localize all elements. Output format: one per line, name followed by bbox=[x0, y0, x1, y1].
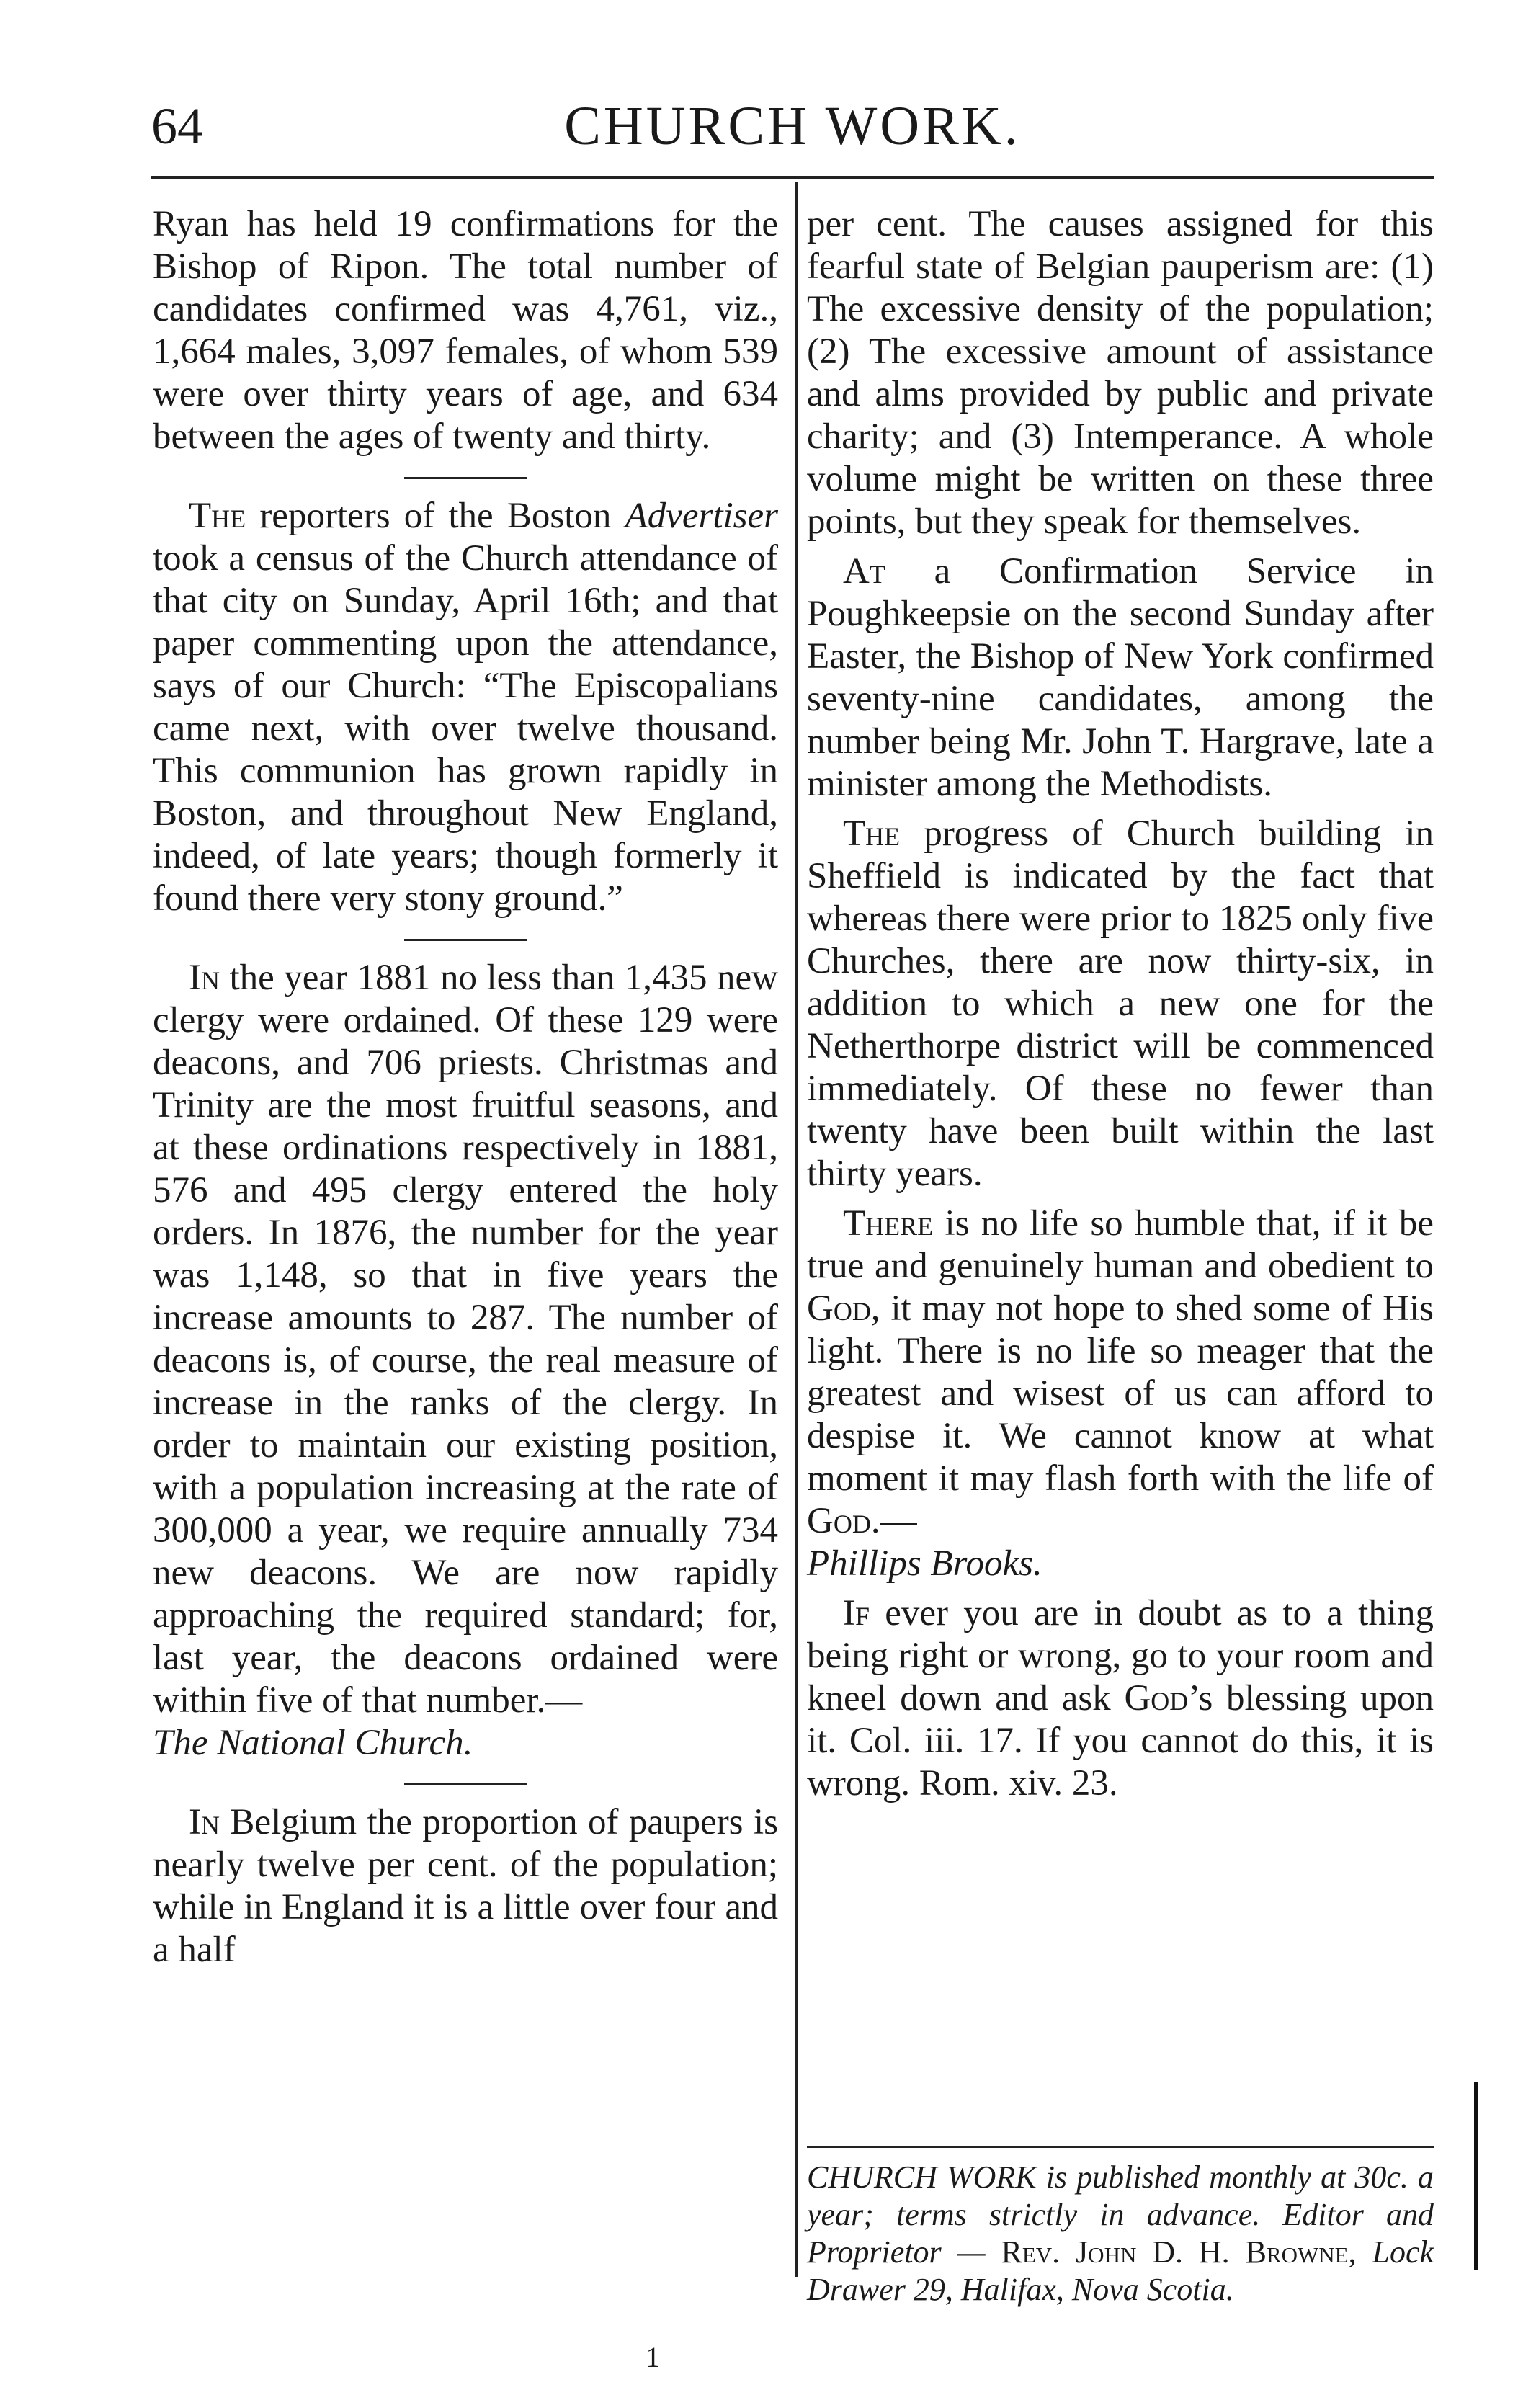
divine-name: God bbox=[807, 1501, 871, 1541]
divine-name: God bbox=[807, 1288, 871, 1329]
paragraph-text: , it may not hope to shed some of His light. There is no life so meager that the greatest and wisest of us can afford to despise it. We cannot know at what moment it may flash forth with the life of bbox=[807, 1288, 1434, 1499]
header-rule bbox=[151, 176, 1434, 179]
paragraph-confirmations-ripon: Ryan has held 19 confirmations for the Bishop of Ripon. The total number of candidates confirmed was 4,761, viz., 1,664 males, 3,097 females, of whom 539 were over thirty years of age, and 634 between the ages of twenty and thirty. bbox=[153, 204, 778, 457]
lead-word: There bbox=[843, 1203, 934, 1244]
paragraph-doubt-right-wrong bbox=[807, 1592, 1434, 1805]
lead-word: The bbox=[189, 496, 246, 536]
left-column bbox=[153, 203, 778, 1971]
lead-word: At bbox=[843, 551, 885, 592]
paragraph-text: a Confirmation Service in Poughkeepsie on the second Sunday after Easter, the Bishop of New York confirmed seventy-nine candidates, among the number being Mr. John T. Hargrave, late a minister among the Methodists. bbox=[807, 551, 1434, 804]
section-divider bbox=[404, 1783, 527, 1785]
paragraph-text: is no life so humble that, if it be true and genuinely human and obedient to bbox=[807, 1203, 1434, 1286]
paragraph-belgium-paupers bbox=[153, 1801, 778, 1971]
paragraph-clergy-ordained bbox=[153, 957, 778, 1765]
paragraph-text: took a census of the Church attendance of that city on Sunday, April 16th; and that paper commenting upon the attendance, says of our Church: “The Episcopalians came next, with over twelve thousand. This communion has grown rapidly in Boston, and throughout New England, indeed, of late years; though formerly it found there very stony ground.” bbox=[153, 538, 778, 919]
notice-address: Lock Drawer 29, Halifax, Nova Scotia. bbox=[807, 2234, 1434, 2307]
paragraph-poughkeepsie-confirmation bbox=[807, 550, 1434, 806]
page-header bbox=[151, 86, 1434, 173]
paragraph-text: the year 1881 no less than 1,435 new clergy were ordained. Of these 129 were deacons, and 706 priests. Christmas and Trinity are the most fruitful seasons, and at these ordinations respectively in 1881, 576 and 495 clergy entered the holy orders. In 1876, the number for the year was 1,148, so that in five years the increase amounts to 287. The number of deacons is, of course, the real measure of increase in the ranks of the clergy. In order to maintain our existing position, with a population increasing at the rate of 300,000 a year, we require annually 734 new deacons. We are now rapidly approaching the required standard; for, last year, the deacons ordained were within five of that number.— bbox=[153, 958, 778, 1721]
lead-word: If bbox=[843, 1593, 870, 1633]
margin-bar bbox=[1474, 2082, 1478, 2270]
paragraph-text: reporters of the Boston bbox=[259, 496, 612, 536]
section-divider bbox=[404, 477, 527, 479]
spacer bbox=[807, 1195, 1434, 1203]
paragraph-belgium-continued: per cent. The causes assigned for this fearful state of Belgian pauperism are: (1) The excessive density of the population; (2) The excessive amount of assistance and alms provided by public and private charity; and (3) Intemperance. A whole volume might be written on these three points, but they speak for themselves. bbox=[807, 204, 1434, 542]
column-divider bbox=[795, 182, 798, 2277]
lead-word: The bbox=[843, 813, 901, 854]
paragraph-text: ever you are in doubt as to a thing being right or wrong, go to your room and kneel down and ask bbox=[807, 1593, 1434, 1718]
running-title: CHURCH WORK. bbox=[564, 96, 1021, 156]
notice-text: is published monthly at 30c. a year; terms strictly in advance. Editor and Proprietor — bbox=[807, 2159, 1434, 2270]
right-column bbox=[807, 203, 1434, 1805]
paragraph-text: progress of Church building in Sheffield is indicated by the fact that whereas there were prior to 1825 only five Churches, there are now thirty-six, in addition to which a new one for the Netherthorpe district will be commenced immediately. Of these no fewer than twenty have been built within the last thirty years. bbox=[807, 813, 1434, 1194]
spacer bbox=[807, 1585, 1434, 1592]
paragraph-boston-census bbox=[153, 495, 778, 920]
footer-mark: 1 bbox=[646, 2341, 660, 2373]
editor-name: Rev. John D. H. Browne, bbox=[1001, 2234, 1357, 2270]
paragraph-text: ’s blessing upon it. Col. iii. 17. If you cannot do this, it is wrong. Rom. xiv. 23. bbox=[807, 1678, 1434, 1803]
notice-rule bbox=[807, 2146, 1434, 2148]
publication-notice bbox=[807, 2159, 1434, 2309]
divine-name: God bbox=[1124, 1678, 1189, 1718]
source-attribution: The National Church. bbox=[153, 1723, 473, 1763]
lead-word: In bbox=[189, 958, 220, 998]
spacer bbox=[807, 543, 1434, 550]
paragraph-text: .— bbox=[870, 1501, 917, 1541]
newspaper-name: Advertiser bbox=[625, 496, 779, 536]
publication-name: CHURCH WORK bbox=[807, 2159, 1037, 2195]
page-number: 64 bbox=[151, 97, 203, 155]
spacer bbox=[807, 806, 1434, 813]
source-attribution: Phillips Brooks. bbox=[807, 1543, 1042, 1584]
paragraph-no-life-so-humble bbox=[807, 1203, 1434, 1585]
paragraph-sheffield-churches bbox=[807, 813, 1434, 1195]
section-divider bbox=[404, 939, 527, 941]
paragraph-text: Belgium the proportion of paupers is nearly twelve per cent. of the population; while in England it is a little over four and a half bbox=[153, 1802, 778, 1970]
lead-word: In bbox=[189, 1802, 220, 1842]
